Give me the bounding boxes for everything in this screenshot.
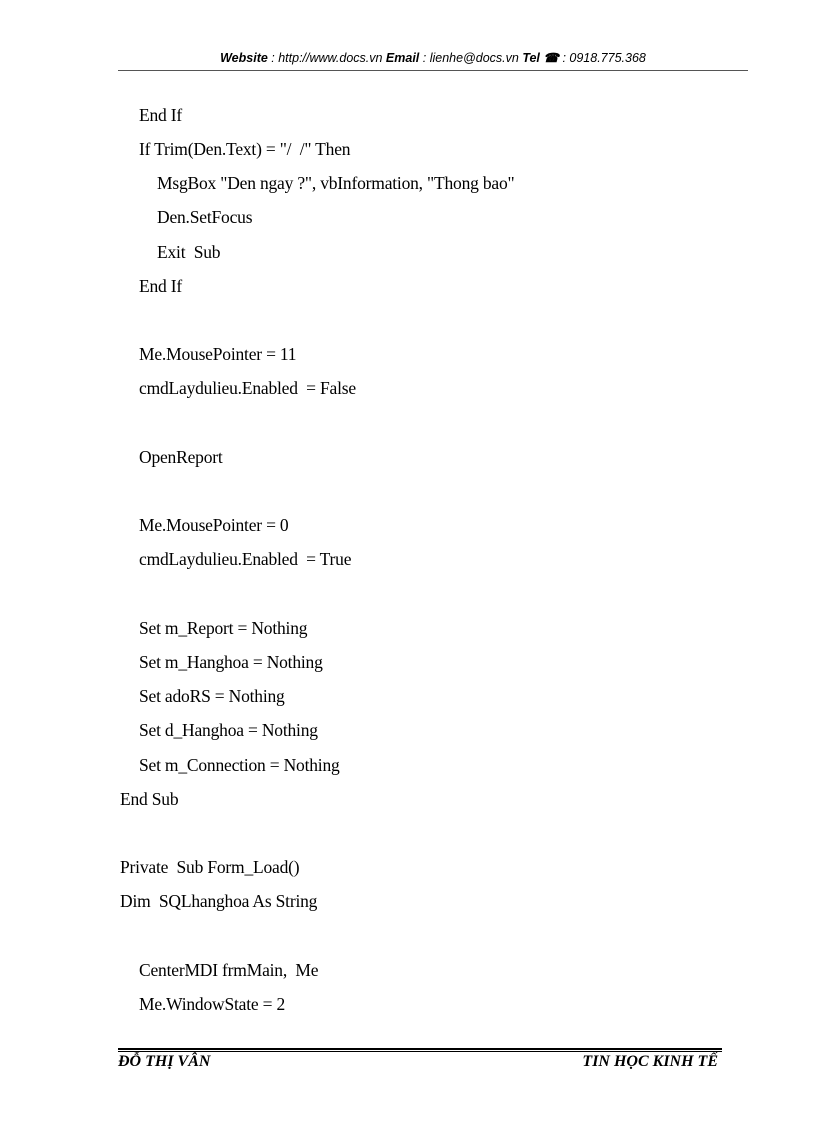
code-line: End If — [139, 276, 183, 296]
code-line: If Trim(Den.Text) = "/ /" Then — [139, 139, 351, 159]
email-value: : lienhe@docs.vn — [419, 51, 523, 65]
website-url: : http://www.docs.vn — [267, 51, 386, 65]
code-line: Set m_Hanghoa = Nothing — [139, 652, 323, 672]
code-line: Me.WindowState = 2 — [139, 994, 286, 1014]
code-line: Private Sub Form_Load() — [120, 857, 300, 877]
email-label: Email — [385, 51, 420, 65]
tel-value: : 0918.775.368 — [558, 51, 646, 65]
website-label: Website — [220, 51, 268, 65]
code-line: Set m_Connection = Nothing — [139, 755, 340, 775]
code-line: Dim SQLhanghoa As String — [120, 891, 318, 911]
code-line: End If — [139, 105, 183, 125]
code-line: Set d_Hanghoa = Nothing — [139, 720, 318, 740]
code-line: End Sub — [120, 789, 179, 809]
code-line: cmdLaydulieu.Enabled = True — [139, 549, 352, 569]
code-line: CenterMDI frmMain, Me — [139, 960, 319, 980]
code-line: MsgBox "Den ngay ?", vbInformation, "Thong bao" — [157, 173, 515, 193]
code-line: Set m_Report = Nothing — [139, 618, 308, 638]
code-line: Set adoRS = Nothing — [139, 686, 285, 706]
footer-rule-thin — [118, 1051, 722, 1052]
header-rule — [118, 70, 748, 71]
footer-author: ĐỖ THỊ VÂN — [118, 1053, 211, 1070]
code-line: Exit Sub — [157, 242, 221, 262]
page-header — [118, 50, 748, 65]
code-line: Den.SetFocus — [157, 207, 253, 227]
code-line: OpenReport — [139, 447, 223, 467]
phone-icon: ☎ — [543, 51, 559, 65]
footer-rule — [118, 1048, 722, 1050]
code-line: Me.MousePointer = 11 — [139, 344, 297, 364]
tel-label: Tel — [522, 51, 540, 65]
footer-subject: TIN HỌC KINH TẾ — [582, 1053, 718, 1070]
code-line: cmdLaydulieu.Enabled = False — [139, 378, 356, 398]
code-line: Me.MousePointer = 0 — [139, 515, 289, 535]
